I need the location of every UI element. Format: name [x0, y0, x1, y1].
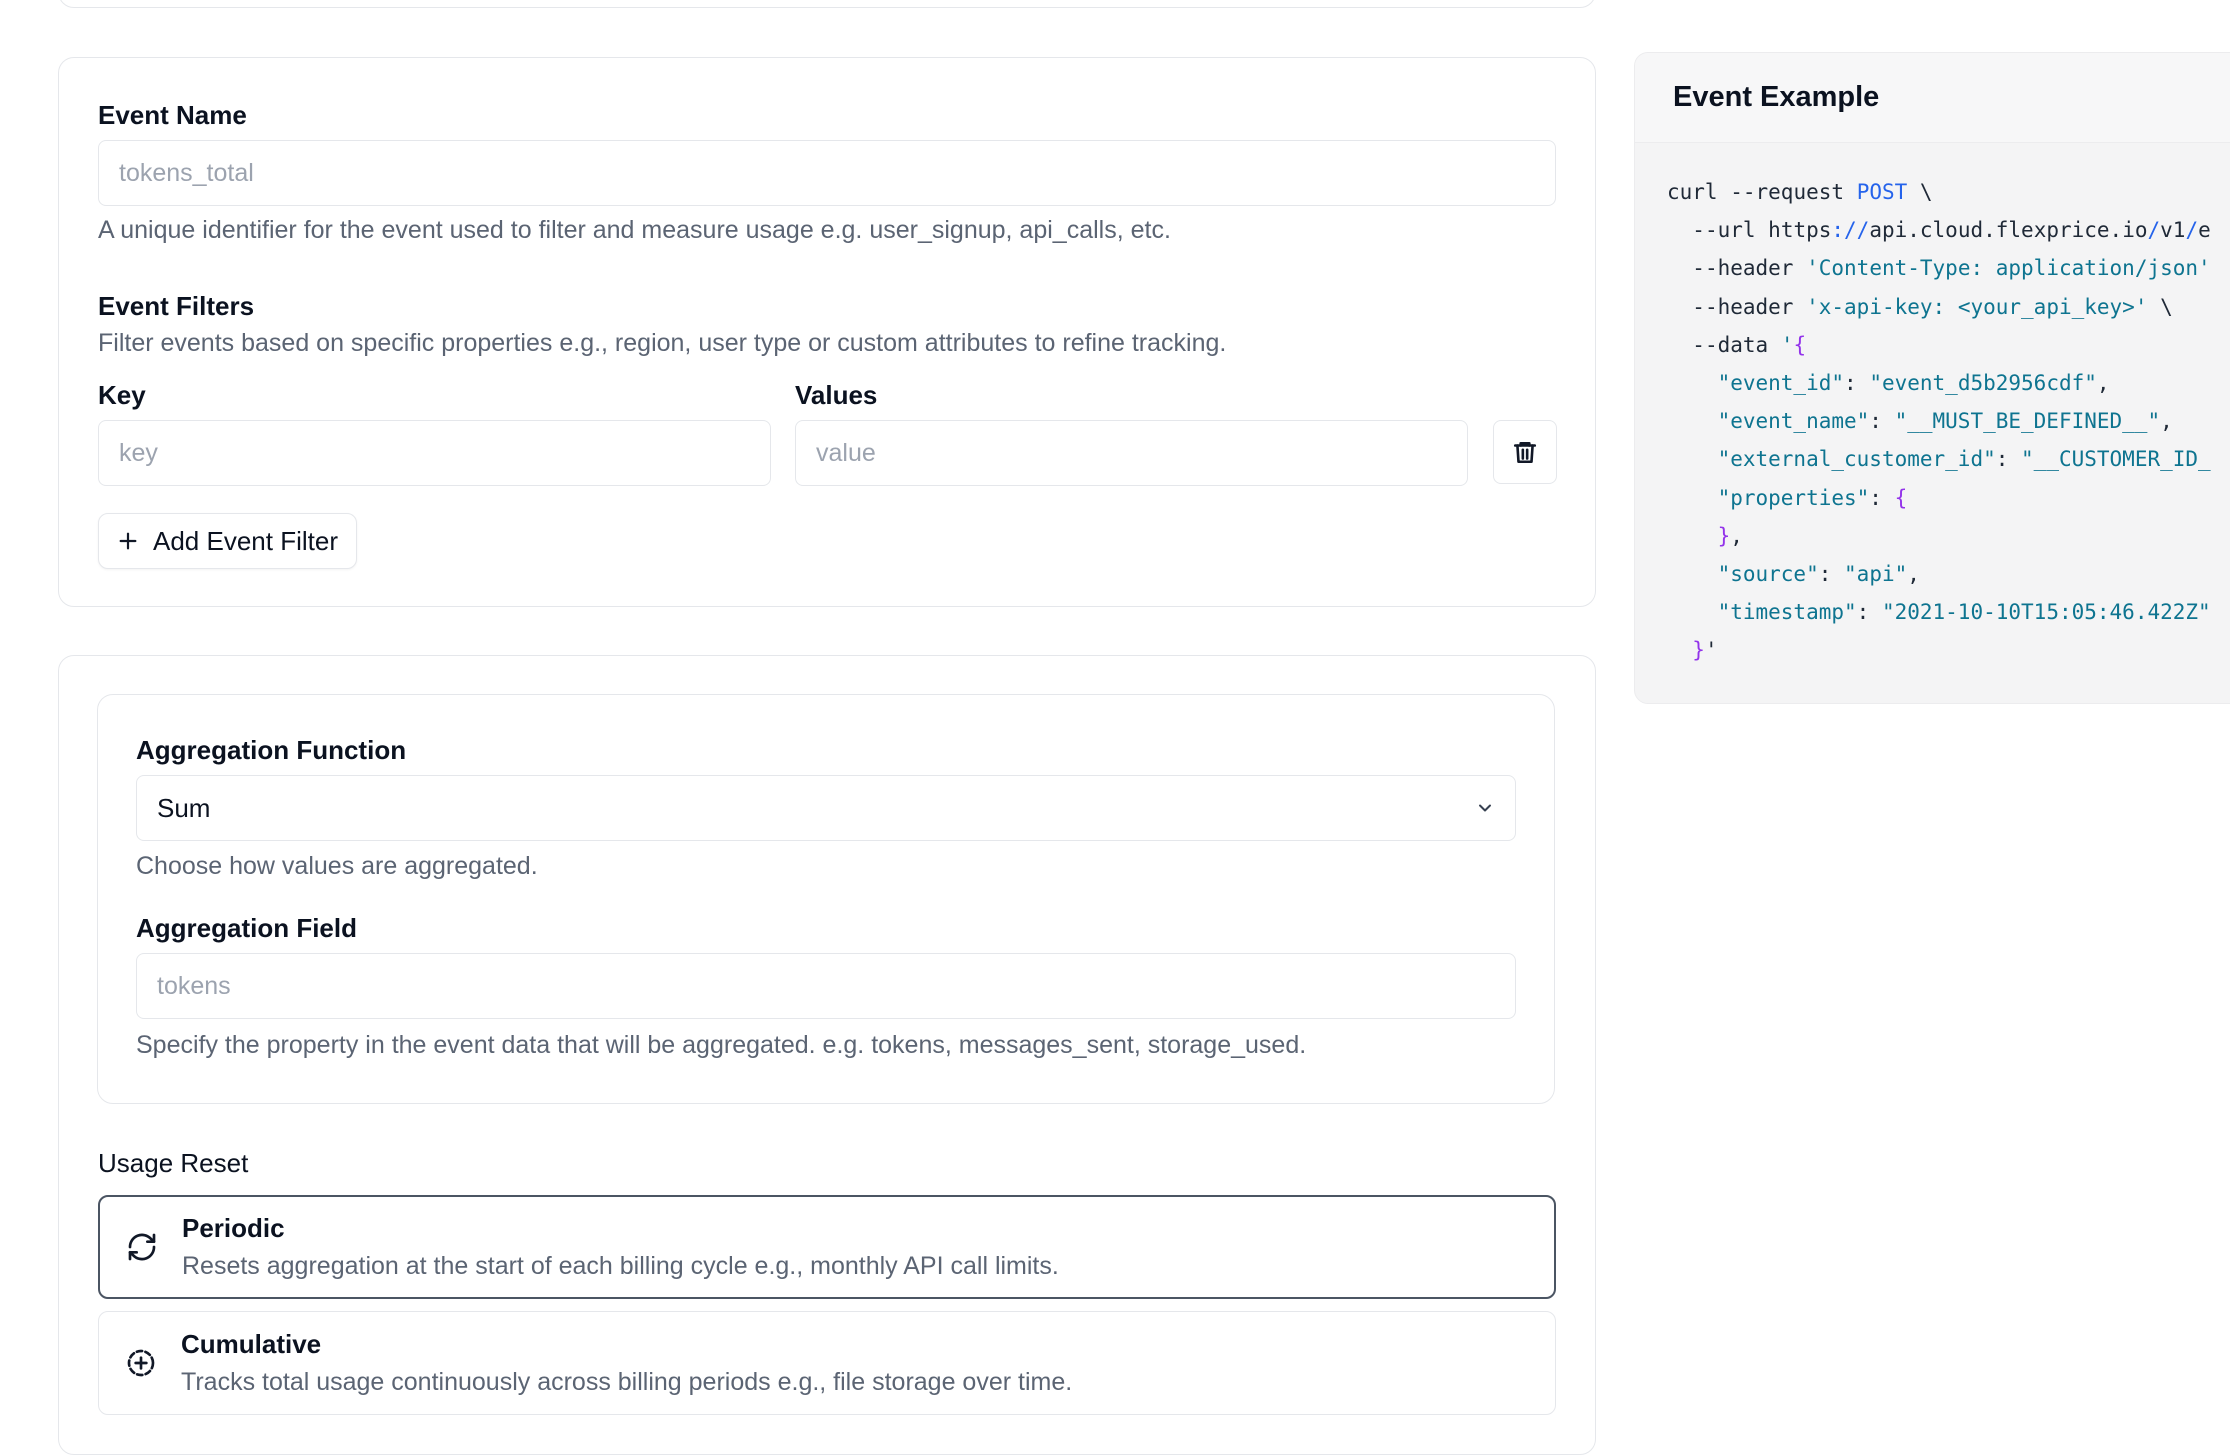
trash-icon — [1512, 439, 1538, 465]
key-label: Key — [98, 380, 146, 410]
aggregation-function-select[interactable] — [136, 775, 1516, 841]
previous-card — [58, 0, 1596, 8]
event-name-input[interactable] — [98, 140, 1556, 206]
aggregation-field-placeholder: tokens — [157, 971, 231, 1000]
aggregation-field-label: Aggregation Field — [136, 913, 357, 943]
chevron-down-icon — [1475, 798, 1495, 818]
aggregation-field-input[interactable] — [136, 953, 1516, 1019]
usage-reset-option-periodic[interactable] — [98, 1195, 1556, 1299]
aggregation-card — [58, 655, 1596, 1455]
event-name-placeholder: tokens_total — [119, 158, 254, 187]
event-example-code: curl --request POST \ --url https://api.cloud.flexprice.io/v1/e --header 'Content-Type: application/json' --header 'x-api-key: <your_api_key>' \ --data '{ "event_id": "event_d5b2956cdf", "event_name": "__MUST_BE_DEFINED__", "external_customer_id": "__CUSTOMER_ID_ "properties": { }, "source": "api", "timestamp": "2021-10-10T15:05:46.422Z" }' — [1667, 180, 2211, 663]
filter-key-input[interactable] — [98, 420, 771, 486]
values-label: Values — [795, 380, 878, 410]
aggregation-function-help: Choose how values are aggregated. — [136, 852, 538, 880]
aggregation-function-label: Aggregation Function — [136, 735, 407, 765]
periodic-title: Periodic — [182, 1213, 285, 1243]
event-name-help: A unique identifier for the event used to filter and measure usage e.g. user_signup, api_calls, etc. — [98, 216, 1171, 244]
event-filters-label: Event Filters — [98, 291, 255, 321]
aggregation-inner-card — [97, 694, 1555, 1104]
periodic-description: Resets aggregation at the start of each billing cycle e.g., monthly API call limits. — [182, 1252, 1059, 1280]
add-event-filter-button[interactable] — [98, 513, 357, 569]
event-example-panel — [1634, 52, 2230, 704]
usage-reset-option-cumulative[interactable] — [98, 1311, 1556, 1415]
add-event-filter-label: Add Event Filter — [153, 525, 338, 556]
event-example-header — [1635, 53, 2230, 143]
usage-reset-label: Usage Reset — [98, 1148, 249, 1178]
refresh-icon — [126, 1231, 158, 1263]
event-filters-help: Filter events based on specific properties e.g., region, user type or custom attributes to refine tracking. — [98, 329, 1227, 357]
plus-icon — [117, 530, 139, 552]
cumulative-title: Cumulative — [181, 1329, 322, 1359]
filter-value-placeholder: value — [816, 438, 876, 467]
cumulative-description: Tracks total usage continuously across billing periods e.g., file storage over time. — [181, 1368, 1073, 1396]
filter-value-input[interactable] — [795, 420, 1468, 486]
event-name-label: Event Name — [98, 100, 247, 130]
aggregation-function-value: Sum — [157, 792, 211, 823]
event-card — [58, 57, 1596, 607]
event-example-title: Event Example — [1673, 81, 1880, 113]
aggregation-field-help: Specify the property in the event data that will be aggregated. e.g. tokens, messages_sent, storage_used. — [136, 1031, 1307, 1059]
delete-filter-button[interactable] — [1493, 420, 1557, 484]
circle-plus-dashed-icon — [125, 1347, 157, 1379]
filter-key-placeholder: key — [119, 438, 158, 467]
